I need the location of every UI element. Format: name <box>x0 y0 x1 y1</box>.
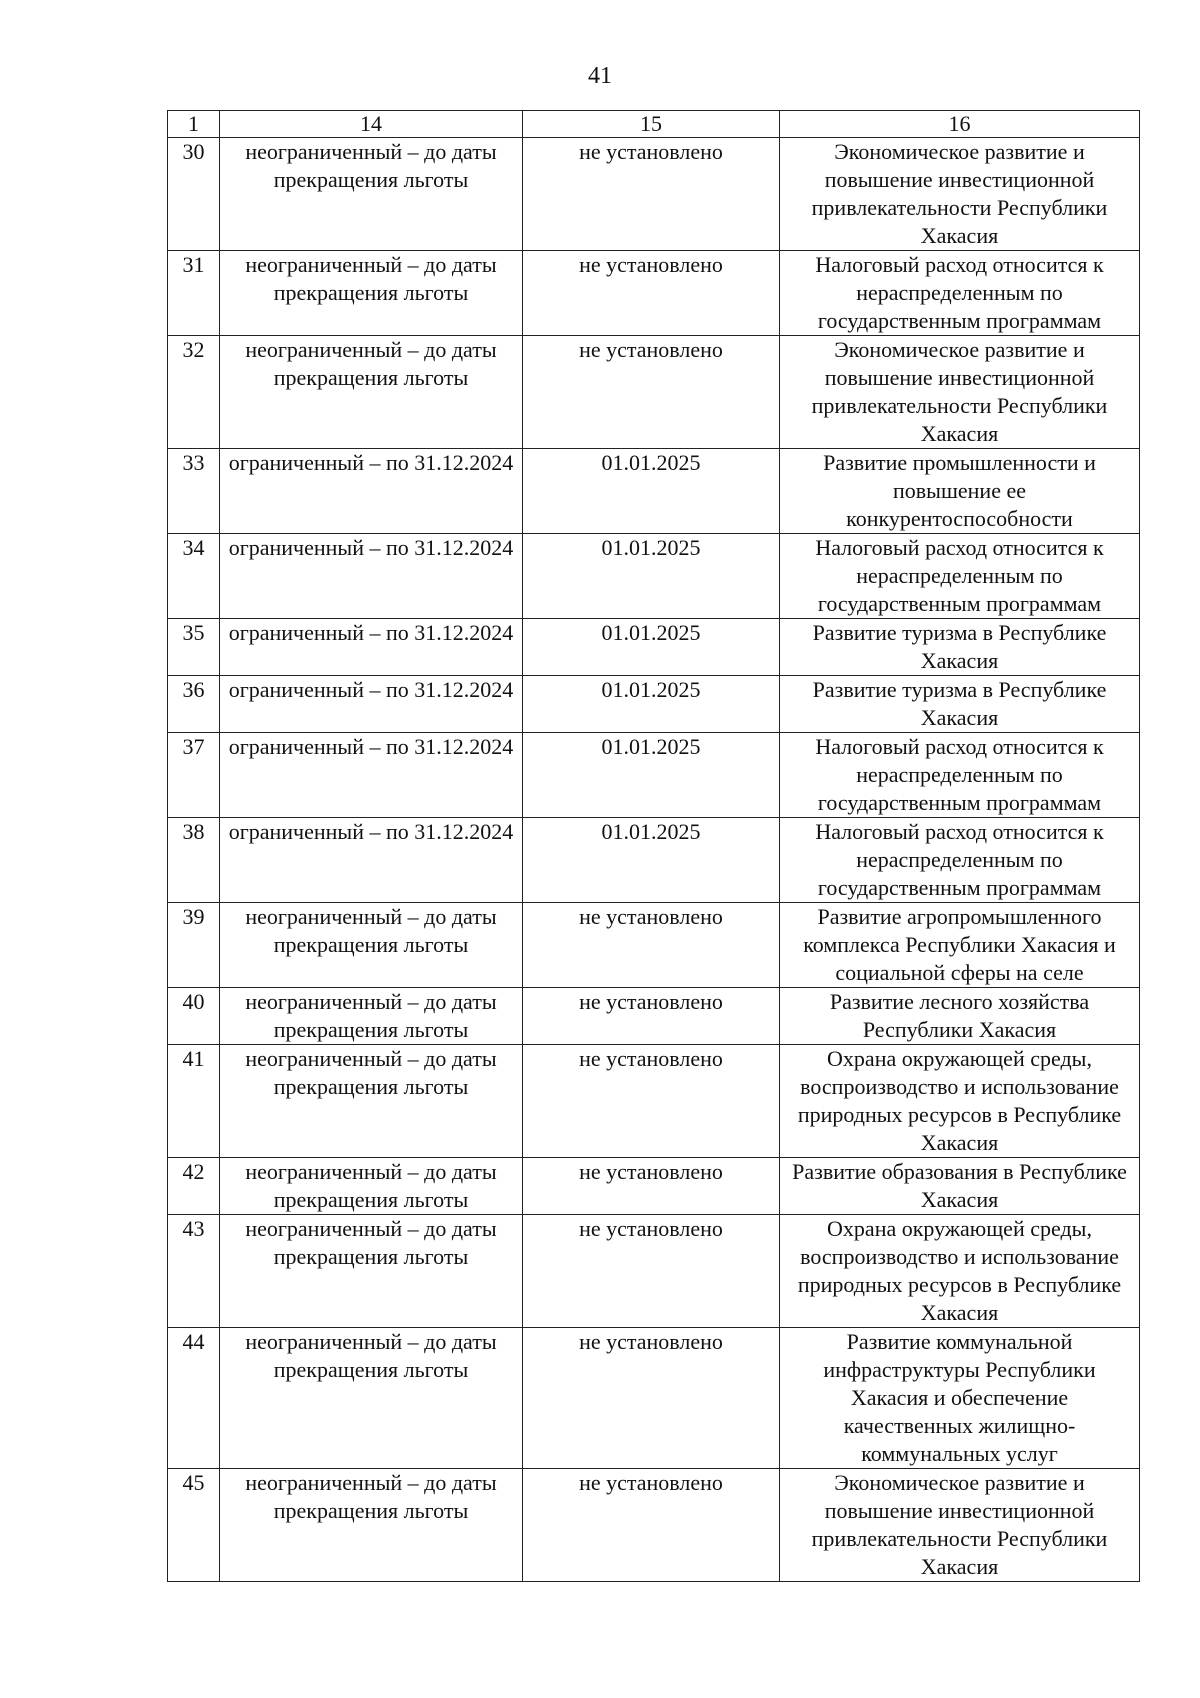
row-number: 37 <box>168 733 220 818</box>
row-number: 35 <box>168 619 220 676</box>
table-row <box>168 1158 1140 1215</box>
page-number: 41 <box>588 63 612 89</box>
row-number: 31 <box>168 251 220 336</box>
tax-benefits-table <box>167 110 1140 1582</box>
row-number: 44 <box>168 1328 220 1469</box>
table-row <box>168 988 1140 1045</box>
validity-term: ограниченный – по 31.12.2024 <box>220 733 523 818</box>
table-row <box>168 1215 1140 1328</box>
header-row <box>168 111 1140 138</box>
state-program: Развитие туризма в Республике Хакасия <box>780 676 1140 733</box>
end-date: не установлено <box>523 1045 780 1158</box>
end-date: не установлено <box>523 903 780 988</box>
table-row <box>168 251 1140 336</box>
row-number: 30 <box>168 138 220 251</box>
header-col-16: 16 <box>780 111 1140 138</box>
state-program: Налоговый расход относится к нераспределенным по государственным программам <box>780 251 1140 336</box>
row-number: 38 <box>168 818 220 903</box>
table-row <box>168 1469 1140 1582</box>
validity-term: ограниченный – по 31.12.2024 <box>220 449 523 534</box>
state-program: Развитие агропромышленного комплекса Республики Хакасия и социальной сферы на селе <box>780 903 1140 988</box>
row-number: 36 <box>168 676 220 733</box>
end-date: не установлено <box>523 1469 780 1582</box>
state-program: Развитие лесного хозяйства Республики Хакасия <box>780 988 1140 1045</box>
table-row <box>168 733 1140 818</box>
validity-term: ограниченный – по 31.12.2024 <box>220 534 523 619</box>
table-row <box>168 534 1140 619</box>
table-body <box>168 138 1140 1582</box>
row-number: 43 <box>168 1215 220 1328</box>
end-date: 01.01.2025 <box>523 676 780 733</box>
end-date: не установлено <box>523 1328 780 1469</box>
row-number: 40 <box>168 988 220 1045</box>
end-date: не установлено <box>523 988 780 1045</box>
header-col-14: 14 <box>220 111 523 138</box>
validity-term: ограниченный – по 31.12.2024 <box>220 818 523 903</box>
table-header <box>168 111 1140 138</box>
end-date: 01.01.2025 <box>523 449 780 534</box>
row-number: 41 <box>168 1045 220 1158</box>
end-date: 01.01.2025 <box>523 619 780 676</box>
end-date: не установлено <box>523 336 780 449</box>
header-col-15: 15 <box>523 111 780 138</box>
state-program: Охрана окружающей среды, воспроизводство и использование природных ресурсов в Республике Хакасия <box>780 1045 1140 1158</box>
table-row <box>168 619 1140 676</box>
end-date: 01.01.2025 <box>523 818 780 903</box>
table-row <box>168 1328 1140 1469</box>
state-program: Экономическое развитие и повышение инвестиционной привлекательности Республики Хакасия <box>780 1469 1140 1582</box>
row-number: 33 <box>168 449 220 534</box>
table-row <box>168 818 1140 903</box>
state-program: Развитие коммунальной инфраструктуры Республики Хакасия и обеспечение качественных жилищно-коммунальных услуг <box>780 1328 1140 1469</box>
validity-term: неограниченный – до даты прекращения льготы <box>220 1328 523 1469</box>
validity-term: неограниченный – до даты прекращения льготы <box>220 1215 523 1328</box>
validity-term: ограниченный – по 31.12.2024 <box>220 676 523 733</box>
state-program: Экономическое развитие и повышение инвестиционной привлекательности Республики Хакасия <box>780 336 1140 449</box>
validity-term: неограниченный – до даты прекращения льготы <box>220 903 523 988</box>
end-date: 01.01.2025 <box>523 534 780 619</box>
validity-term: неограниченный – до даты прекращения льготы <box>220 1469 523 1582</box>
table-row <box>168 676 1140 733</box>
state-program: Налоговый расход относится к нераспределенным по государственным программам <box>780 818 1140 903</box>
table-row <box>168 903 1140 988</box>
table-row <box>168 1045 1140 1158</box>
state-program: Развитие туризма в Республике Хакасия <box>780 619 1140 676</box>
validity-term: неограниченный – до даты прекращения льготы <box>220 1158 523 1215</box>
validity-term: неограниченный – до даты прекращения льготы <box>220 251 523 336</box>
state-program: Охрана окружающей среды, воспроизводство и использование природных ресурсов в Республике Хакасия <box>780 1215 1140 1328</box>
end-date: не установлено <box>523 251 780 336</box>
end-date: не установлено <box>523 138 780 251</box>
row-number: 45 <box>168 1469 220 1582</box>
row-number: 32 <box>168 336 220 449</box>
validity-term: неограниченный – до даты прекращения льготы <box>220 988 523 1045</box>
state-program: Налоговый расход относится к нераспределенным по государственным программам <box>780 733 1140 818</box>
row-number: 42 <box>168 1158 220 1215</box>
table-row <box>168 138 1140 251</box>
state-program: Развитие промышленности и повышение ее конкурентоспособности <box>780 449 1140 534</box>
header-col-1: 1 <box>168 111 220 138</box>
end-date: не установлено <box>523 1158 780 1215</box>
validity-term: неограниченный – до даты прекращения льготы <box>220 138 523 251</box>
state-program: Развитие образования в Республике Хакасия <box>780 1158 1140 1215</box>
state-program: Налоговый расход относится к нераспределенным по государственным программам <box>780 534 1140 619</box>
row-number: 39 <box>168 903 220 988</box>
validity-term: неограниченный – до даты прекращения льготы <box>220 1045 523 1158</box>
table-row <box>168 449 1140 534</box>
state-program: Экономическое развитие и повышение инвестиционной привлекательности Республики Хакасия <box>780 138 1140 251</box>
validity-term: неограниченный – до даты прекращения льготы <box>220 336 523 449</box>
end-date: 01.01.2025 <box>523 733 780 818</box>
end-date: не установлено <box>523 1215 780 1328</box>
validity-term: ограниченный – по 31.12.2024 <box>220 619 523 676</box>
row-number: 34 <box>168 534 220 619</box>
table-row <box>168 336 1140 449</box>
